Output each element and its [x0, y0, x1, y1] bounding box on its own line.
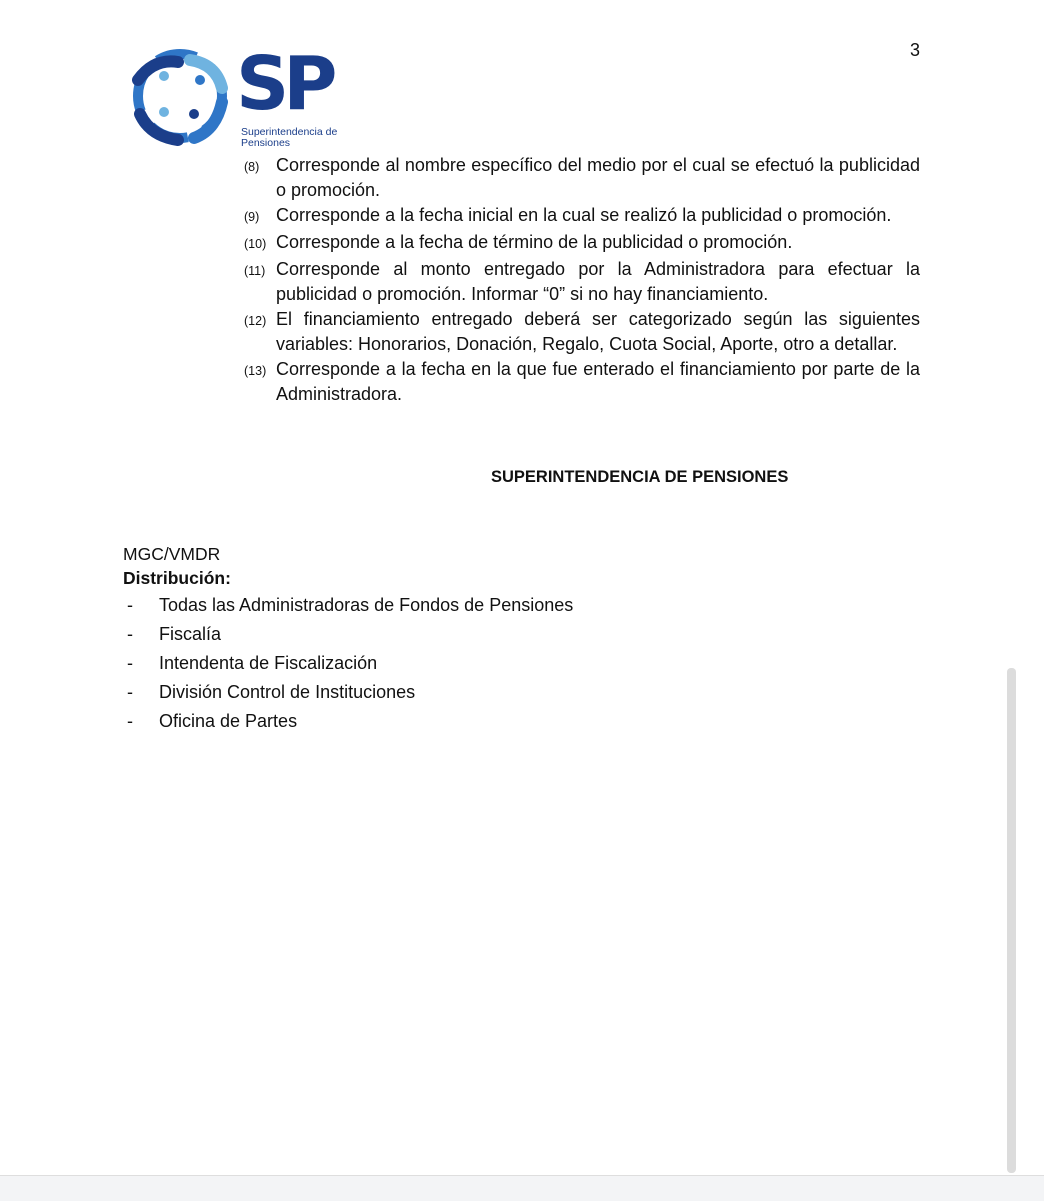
- footnote-text: Corresponde a la fecha inicial en la cual se realizó la publicidad o promoción.: [276, 205, 892, 225]
- footnote-text: Corresponde a la fecha en la que fue enterado el financiamiento por parte de la Administradora.: [276, 359, 920, 404]
- footnote-number: (11): [244, 264, 266, 278]
- footnote-text: Corresponde a la fecha de término de la publicidad o promoción.: [276, 232, 793, 252]
- list-item-text: Todas las Administradoras de Fondos de Pensiones: [159, 595, 574, 615]
- footnote: [244, 153, 920, 203]
- logo: [124, 40, 354, 152]
- footnote: [244, 257, 920, 307]
- distribution-list: [123, 593, 573, 738]
- list-item-text: División Control de Instituciones: [159, 682, 416, 702]
- list-item: [123, 651, 573, 680]
- logo-subtitle-line2: Pensiones: [241, 137, 291, 149]
- distribution-title: Distribución:: [123, 568, 231, 588]
- footnote: [244, 307, 920, 357]
- list-item: [123, 680, 573, 709]
- list-item: [123, 709, 573, 738]
- signature: SUPERINTENDENCIA DE PENSIONES: [491, 468, 789, 486]
- footnote-number: (10): [244, 237, 267, 251]
- list-item: [123, 593, 573, 622]
- vertical-scrollbar[interactable]: [1007, 668, 1016, 1173]
- logo-subtitle: [241, 127, 337, 149]
- footnote-number: (8): [244, 160, 260, 174]
- footnote: [244, 357, 920, 407]
- footnote-number: (12): [244, 314, 267, 328]
- footnotes: [244, 153, 920, 407]
- list-item: [123, 622, 573, 651]
- list-dash: -: [127, 682, 133, 702]
- footnote: [244, 230, 920, 257]
- list-item-text: Fiscalía: [159, 624, 222, 644]
- horizontal-scrollbar[interactable]: [0, 1175, 1044, 1201]
- footnote-number: (13): [244, 364, 267, 378]
- list-dash: -: [127, 711, 133, 731]
- list-item-text: Intendenta de Fiscalización: [159, 653, 378, 673]
- list-dash: -: [127, 595, 133, 615]
- footnote-text: Corresponde al monto entregado por la Administradora para efectuar la publicidad o promoción. Informar “0” si no hay financiamiento.: [276, 259, 920, 304]
- page-number: 3: [909, 40, 920, 60]
- footnote-number: (9): [244, 210, 260, 224]
- footnote-text: Corresponde al nombre específico del medio por el cual se efectuó la publicidad o promoción.: [276, 155, 920, 200]
- logo-subtitle-line1: Superintendencia de: [241, 126, 338, 138]
- reference-initials: MGC/VMDR: [123, 544, 221, 564]
- list-item-text: Oficina de Partes: [159, 711, 298, 731]
- hands-star-icon: [124, 40, 236, 152]
- logo-letters: SP: [236, 41, 332, 127]
- list-dash: -: [127, 653, 133, 673]
- list-dash: -: [127, 624, 133, 644]
- footnote-text: El financiamiento entregado deberá ser categorizado según las siguientes variables: Honorarios, Donación, Regalo, Cuota Social, Aporte, otro a detallar.: [276, 309, 920, 354]
- footnote: [244, 203, 920, 230]
